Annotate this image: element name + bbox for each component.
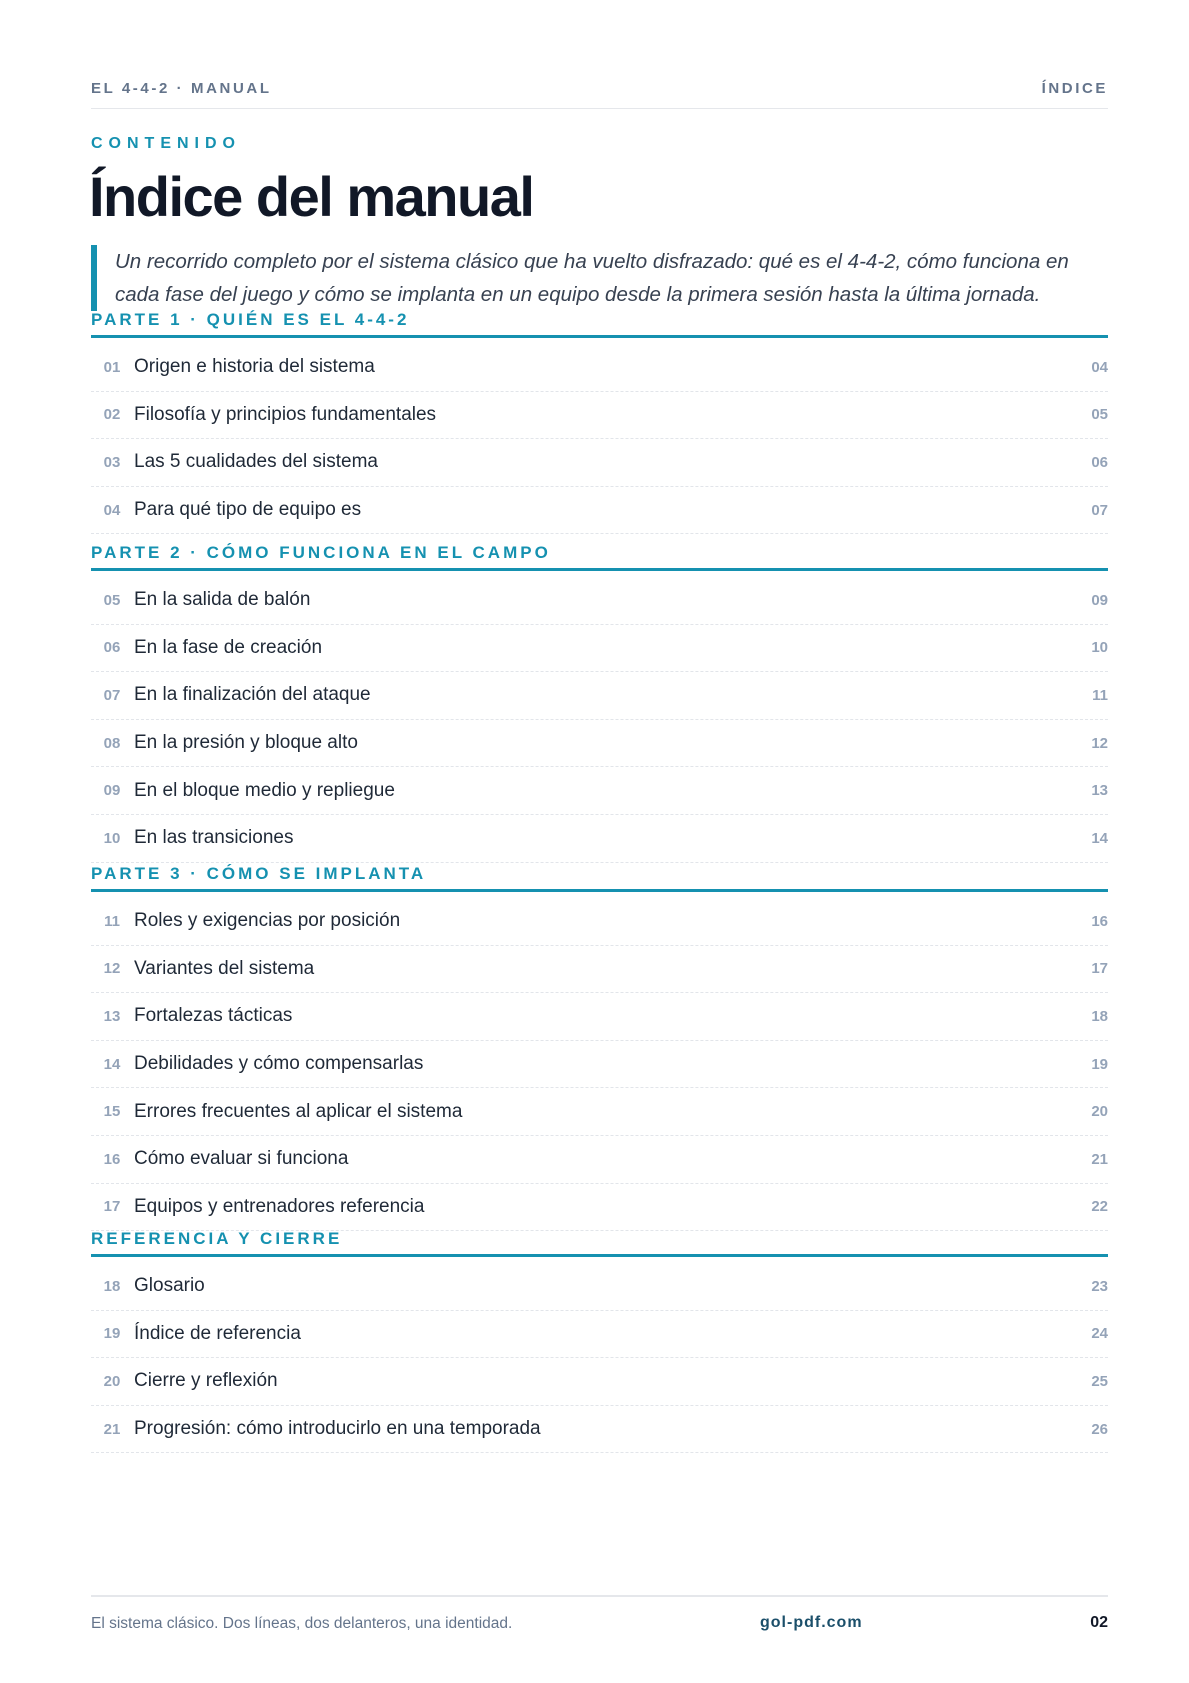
entry-page-number: 24 (1091, 1325, 1108, 1343)
toc-entry[interactable] (91, 439, 1108, 487)
toc-entry[interactable] (91, 1311, 1108, 1359)
entry-page-number: 16 (1091, 912, 1108, 930)
entry-page-number: 26 (1091, 1420, 1108, 1438)
entry-number: 06 (103, 639, 121, 657)
entry-title: Filosofía y principios fundamentales (134, 403, 437, 425)
entry-title: En las transiciones (134, 827, 294, 849)
entry-page-number: 25 (1091, 1372, 1108, 1390)
entry-title: Cómo evaluar si funciona (134, 1148, 349, 1170)
footer-site-link[interactable]: gol-pdf.com (760, 1614, 863, 1631)
toc-section (91, 859, 1108, 1231)
toc-entry[interactable] (91, 672, 1108, 720)
entry-title: Roles y exigencias por posición (134, 910, 401, 932)
entry-number: 08 (103, 734, 121, 752)
toc-entry[interactable] (91, 1358, 1108, 1406)
toc-entry[interactable] (91, 993, 1108, 1041)
entry-number: 20 (103, 1372, 121, 1390)
toc-entry[interactable] (91, 344, 1108, 392)
entry-page-number: 07 (1091, 501, 1108, 519)
intro-paragraph: Un recorrido completo por el sistema clásico que ha vuelto disfrazado: qué es el 4-4-2, cómo funciona en cada fase del juego y cómo se implanta en un equipo desde la primera sesión hasta la última jornada. (91, 245, 1108, 311)
entry-number: 14 (103, 1055, 121, 1073)
toc-entry[interactable] (91, 625, 1108, 673)
entry-number: 17 (103, 1198, 121, 1216)
toc-section (91, 1224, 1108, 1453)
page-number: 02 (1090, 1614, 1108, 1631)
entry-title: Glosario (134, 1275, 205, 1297)
entry-number: 02 (103, 406, 121, 424)
toc-section (91, 538, 1108, 863)
header-manual-label: EL 4-4-2 · MANUAL (91, 80, 272, 97)
entry-page-number: 14 (1091, 829, 1108, 847)
entry-title: Debilidades y cómo compensarlas (134, 1053, 424, 1075)
toc-entry[interactable] (91, 1136, 1108, 1184)
running-header (91, 80, 1108, 109)
toc-entry[interactable] (91, 898, 1108, 946)
entry-title: Variantes del sistema (134, 957, 315, 979)
toc-entry[interactable] (91, 720, 1108, 768)
toc-entry[interactable] (91, 1263, 1108, 1311)
entry-title: Progresión: cómo introducirlo en una temporada (134, 1418, 541, 1440)
entry-number: 15 (103, 1103, 121, 1121)
toc-entry[interactable] (91, 1088, 1108, 1136)
entry-page-number: 11 (1092, 686, 1108, 704)
footer-tagline: El sistema clásico. Dos líneas, dos delanteros, una identidad. (91, 1615, 513, 1632)
entry-number: 11 (104, 912, 120, 930)
entry-page-number: 10 (1091, 639, 1108, 657)
entry-title: Para qué tipo de equipo es (134, 499, 362, 521)
entry-number: 01 (103, 358, 121, 376)
page-title: Índice del manual (89, 165, 534, 228)
section-heading: PARTE 1 · QUIÉN ES EL 4-4-2 (91, 305, 1108, 338)
entry-title: En el bloque medio y repliegue (134, 779, 395, 801)
entry-page-number: 21 (1091, 1150, 1108, 1168)
entry-title: Equipos y entrenadores referencia (134, 1195, 425, 1217)
entry-number: 16 (103, 1150, 121, 1168)
section-heading: REFERENCIA Y CIERRE (91, 1224, 1108, 1257)
toc-entry[interactable] (91, 946, 1108, 994)
header-section-label: ÍNDICE (1041, 80, 1108, 97)
entry-title: Fortalezas tácticas (134, 1005, 293, 1027)
entry-number: 07 (103, 686, 121, 704)
toc-entry[interactable] (91, 1041, 1108, 1089)
entry-title: En la finalización del ataque (134, 684, 371, 706)
toc-entry[interactable] (91, 392, 1108, 440)
entry-page-number: 22 (1091, 1198, 1108, 1216)
entry-title: Índice de referencia (134, 1322, 301, 1344)
entry-page-number: 09 (1091, 591, 1108, 609)
entry-title: En la salida de balón (134, 589, 311, 611)
section-heading: PARTE 3 · CÓMO SE IMPLANTA (91, 859, 1108, 892)
entry-number: 12 (103, 960, 121, 978)
entry-page-number: 12 (1091, 734, 1108, 752)
entry-page-number: 13 (1091, 782, 1108, 800)
entry-number: 21 (103, 1420, 121, 1438)
footer (91, 1595, 1108, 1637)
entry-page-number: 20 (1091, 1103, 1108, 1121)
entry-number: 03 (103, 453, 121, 471)
entry-title: Errores frecuentes al aplicar el sistema (134, 1100, 463, 1122)
entry-title: Origen e historia del sistema (134, 356, 375, 378)
toc-section (91, 305, 1108, 534)
entry-page-number: 18 (1091, 1007, 1108, 1025)
toc-entry[interactable] (91, 487, 1108, 535)
entry-number: 04 (103, 501, 121, 519)
entry-title: Cierre y reflexión (134, 1370, 278, 1392)
entry-title: En la fase de creación (134, 636, 323, 658)
entry-number: 09 (103, 782, 121, 800)
toc-entry[interactable] (91, 1406, 1108, 1454)
entry-title: Las 5 cualidades del sistema (134, 451, 378, 473)
entry-title: En la presión y bloque alto (134, 732, 358, 754)
toc-entry[interactable] (91, 815, 1108, 863)
entry-page-number: 23 (1091, 1277, 1108, 1295)
entry-number: 18 (103, 1277, 121, 1295)
entry-number: 10 (103, 829, 121, 847)
entry-number: 19 (103, 1325, 121, 1343)
toc-entry[interactable] (91, 767, 1108, 815)
entry-page-number: 17 (1091, 960, 1108, 978)
eyebrow-label: CONTENIDO (91, 135, 241, 152)
toc-entry[interactable] (91, 577, 1108, 625)
entry-number: 13 (103, 1007, 121, 1025)
entry-page-number: 04 (1091, 358, 1108, 376)
entry-page-number: 05 (1091, 406, 1108, 424)
entry-page-number: 19 (1091, 1055, 1108, 1073)
section-heading: PARTE 2 · CÓMO FUNCIONA EN EL CAMPO (91, 538, 1108, 571)
entry-number: 05 (103, 591, 121, 609)
entry-page-number: 06 (1091, 453, 1108, 471)
